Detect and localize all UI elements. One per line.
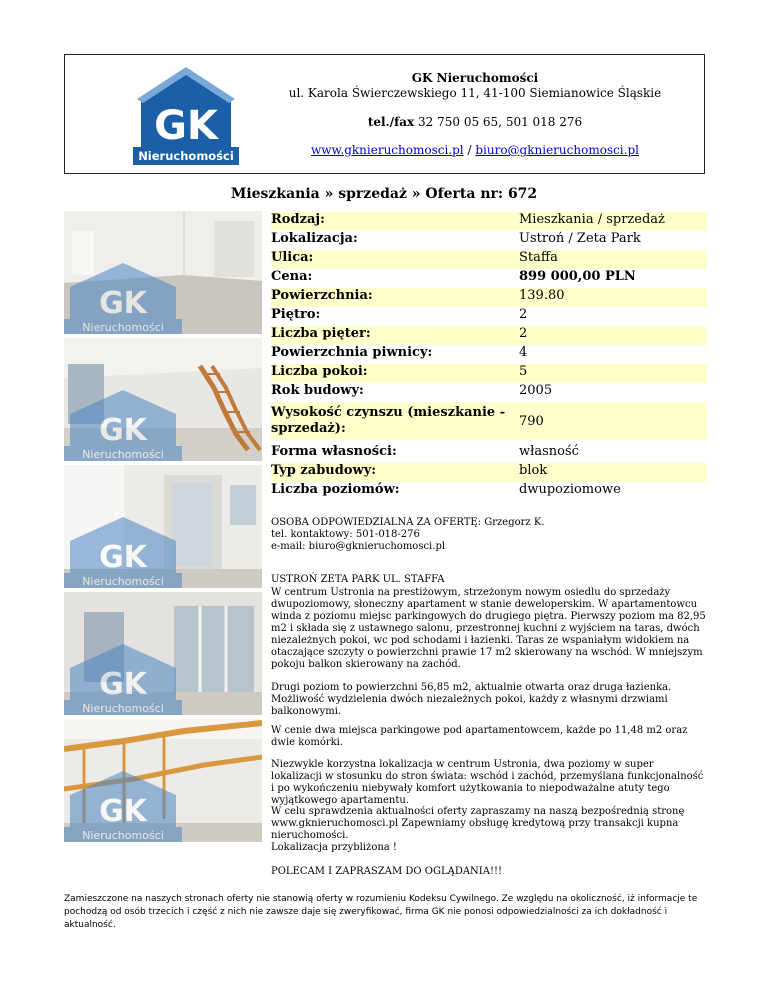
svg-text:GK: GK [99,794,147,829]
svg-text:Nieruchomości: Nieruchomości [82,575,164,588]
contact-email: e-mail: biuro@gknieruchomosci.pl [271,541,446,552]
detail-value: Ustroń / Zeta Park [519,231,641,246]
detail-label: Powierzchnia piwnicy: [271,345,433,360]
property-photo [64,719,262,842]
detail-label: Typ zabudowy: [271,463,377,478]
svg-text:GK: GK [154,103,218,149]
detail-label: Powierzchnia: [271,288,373,303]
description-paragraph: W centrum Ustronia na prestiżowym, strzeżonym nowym osiedlu do sprzedaży dwupoziomowy, słoneczny apartament w stanie deweloperskim. W apartamentowcu winda z poziomu miejsc parkingowych do drugiego piętra. Pierwszy poziom ma 82,95 m2 i składa się z ustawnego salonu, przestronnej kuchni z wyjściem na taras, dwóch niezależnych pokoi, wc pod schodami i łazienki. Taras ze wspaniałym widokiem na otaczające szczyty o powierzchni prawie 17 m2 skierowany na wschód. W mniejszym pokoju balkon skierowany na zachód. [271,587,706,670]
detail-row [271,307,707,326]
detail-row [271,364,707,383]
detail-value: Staffa [519,250,558,265]
company-phone [245,115,705,130]
detail-row [271,250,707,269]
detail-label: Liczba poziomów: [271,482,400,497]
svg-text:Nieruchomości: Nieruchomości [82,321,164,334]
company-links [245,143,705,158]
watermark-logo [64,513,182,588]
detail-value: 4 [519,345,528,360]
svg-text:GK: GK [99,286,147,321]
header-box [64,54,705,174]
description-paragraph: W celu sprawdzenia aktualności oferty zapraszamy na naszą bezpośrednią stronę www.gknieruchomosci.pl Zapewniamy obsługę kredytową przy transakcji kupna nieruchomości. [271,806,685,841]
svg-text:Nieruchomości: Nieruchomości [138,149,234,163]
description-paragraph: Drugi poziom to powierzchni 56,85 m2, aktualnie otwarta oraz druga łazienka. Możliwość wydzielenia dwóch niezależnych pokoi, każdy z własnymi drzwiami balkonowymi. [271,682,672,717]
detail-label: Lokalizacja: [271,231,358,246]
detail-value: dwupoziomowe [519,482,621,497]
detail-label: Wysokość czynszu (mieszkanie - sprzedaż): [271,405,506,436]
description-paragraph: Niezwykle korzystna lokalizacja w centrum Ustronia, dwa poziomy w super lokalizacji w stosunku do stron świata: wschód i zachód, przemyślana funkcjonalność i po wykończeniu niebywały komfort użytkowania to niepodważalne atuty tego wyjątkowego apartamentu. [271,759,704,806]
property-photo [64,592,262,715]
detail-label: Ulica: [271,250,314,265]
detail-value: 2 [519,326,528,341]
detail-value: blok [519,463,548,478]
property-photo [64,211,262,334]
detail-value: 5 [519,364,528,379]
contact-block [271,517,707,553]
detail-value: 790 [519,413,544,429]
detail-row [271,288,707,307]
tel-value: 32 750 05 65, 501 018 276 [418,115,583,129]
svg-text:Nieruchomości: Nieruchomości [82,829,164,842]
email-link[interactable]: biuro@gknieruchomosci.pl [475,143,639,157]
contact-phone: tel. kontaktowy: 501-018-276 [271,529,420,540]
detail-row [271,383,707,402]
detail-row [271,269,707,288]
detail-row [271,402,707,440]
detail-row [271,482,707,501]
property-photo [64,338,262,461]
offer-title: Mieszkania » sprzedaż » Oferta nr: 672 [230,186,538,202]
detail-label: Forma własności: [271,444,397,459]
gk-logo [133,65,239,165]
detail-label: Rok budowy: [271,383,364,398]
detail-value: 2005 [519,383,553,398]
watermark-logo [64,767,182,842]
description-paragraph: W cenie dwa miejsca parkingowe pod apartamentowcem, każde po 11,48 m2 oraz dwie komórki. [271,725,688,748]
svg-text:GK: GK [99,667,147,702]
link-separator: / [467,143,472,157]
watermark-logo [64,640,182,715]
detail-row [271,326,707,345]
detail-row [271,345,707,364]
detail-row [271,444,707,463]
detail-label: Cena: [271,269,313,284]
svg-text:Nieruchomości: Nieruchomości [82,448,164,461]
watermark-logo [64,386,182,461]
detail-value: własność [519,444,579,459]
detail-value: Mieszkania / sprzedaż [519,212,665,227]
detail-row [271,463,707,482]
detail-label: Liczba pięter: [271,326,371,341]
watermark-logo [64,259,182,334]
detail-label: Piętro: [271,307,321,322]
description-heading: USTROŃ ZETA PARK UL. STAFFA [271,574,445,585]
detail-row [271,212,707,231]
price-value: 899 000,00 PLN [519,269,636,284]
detail-row [271,231,707,250]
svg-text:GK: GK [99,540,147,575]
footer-disclaimer: Zamieszczone na naszych stronach oferty nie stanowią oferty w rozumieniu Kodeksu Cywilnego. Ze względu na okoliczność, iż informacje te pochodzą od osób trzecich i część z nich nie zawsze daje się zweryfikować, firma GK nie ponosi odpowiedzialności za ich dokładność i aktualność. [64,894,698,930]
contact-person: OSOBA ODPOWIEDZIALNA ZA OFERTĘ: Grzegorz K. [271,517,545,528]
description-closing: POLECAM I ZAPRASZAM DO OGLĄDANIA!!! [271,866,503,877]
detail-label: Rodzaj: [271,212,325,227]
property-photo [64,465,262,588]
svg-text:GK: GK [99,413,147,448]
svg-text:Nieruchomości: Nieruchomości [82,702,164,715]
company-name: GK Nieruchomości [411,71,539,85]
detail-value: 2 [519,307,528,322]
tel-label: tel./fax [367,115,415,129]
detail-value: 139.80 [519,288,565,303]
description-note: Lokalizacja przybliżona ! [271,842,397,853]
company-address: ul. Karola Świerczewskiego 11, 41-100 Siemianowice Śląskie [288,86,662,100]
detail-label: Liczba pokoi: [271,364,368,379]
website-link[interactable]: www.gknieruchomosci.pl [311,143,464,157]
